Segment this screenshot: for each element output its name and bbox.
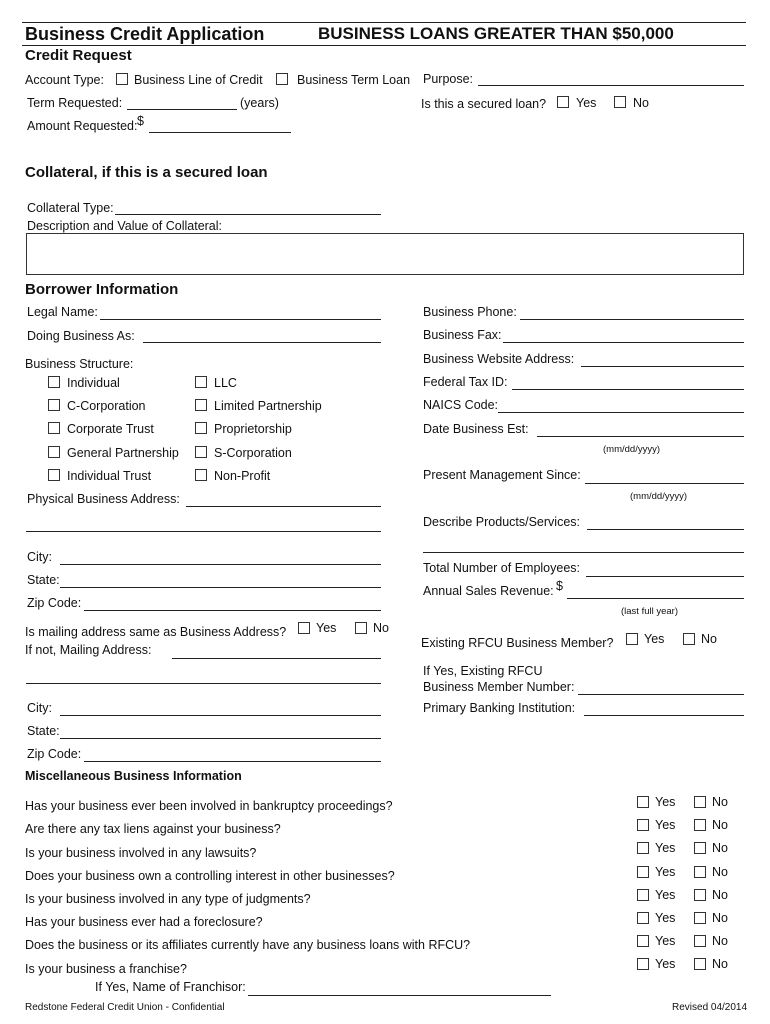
- structure-general-partnership-label: General Partnership: [67, 446, 179, 460]
- misc-question-4: Does your business own a controlling interest in other businesses?: [25, 869, 395, 883]
- existing-member-yes-checkbox[interactable]: [626, 633, 638, 645]
- existing-member-yes-label: Yes: [644, 632, 665, 646]
- date-est-label: Date Business Est:: [423, 422, 529, 436]
- top-rule: [22, 22, 746, 23]
- zip-label: Zip Code:: [27, 596, 82, 610]
- business-phone-field[interactable]: [520, 319, 744, 320]
- form-title: Business Credit Application: [25, 24, 265, 44]
- secured-loan-label: Is this a secured loan?: [421, 97, 547, 111]
- structure-proprietorship-checkbox[interactable]: [195, 422, 207, 434]
- structure-c-corp-checkbox[interactable]: [48, 399, 60, 411]
- footer-confidential: Redstone Federal Credit Union - Confidential: [25, 1002, 225, 1013]
- structure-individual-label: Individual: [67, 376, 120, 390]
- misc-1-no-label: No: [712, 795, 728, 809]
- mailing-address-label: If not, Mailing Address:: [25, 643, 152, 657]
- structure-individual-trust-checkbox[interactable]: [48, 469, 60, 481]
- mailing-same-no-label: No: [373, 621, 389, 635]
- misc-6-yes-label: Yes: [655, 911, 676, 925]
- dba-label: Doing Business As:: [27, 329, 135, 343]
- term-years-suffix: (years): [240, 96, 279, 110]
- form-subtitle: BUSINESS LOANS GREATER THAN $50,000: [318, 24, 674, 43]
- structure-proprietorship-label: Proprietorship: [214, 422, 292, 436]
- mailing-same-label: Is mailing address same as Business Address?: [25, 625, 287, 639]
- member-number-field[interactable]: [578, 694, 744, 695]
- misc-2-no-checkbox[interactable]: [694, 819, 706, 831]
- legal-name-label: Legal Name:: [27, 305, 98, 319]
- misc-question-6: Has your business ever had a foreclosure?: [25, 915, 263, 929]
- amount-requested-field[interactable]: [149, 132, 291, 133]
- structure-s-corp-checkbox[interactable]: [195, 446, 207, 458]
- misc-4-no-checkbox[interactable]: [694, 866, 706, 878]
- misc-4-yes-label: Yes: [655, 865, 676, 879]
- business-phone-label: Business Phone:: [423, 305, 517, 319]
- naics-field[interactable]: [498, 412, 744, 413]
- business-fax-label: Business Fax:: [423, 328, 502, 342]
- member-number-label-2: Business Member Number:: [423, 680, 575, 694]
- misc-5-yes-checkbox[interactable]: [637, 889, 649, 901]
- account-type-label: Account Type:: [25, 73, 104, 87]
- state-label: State:: [27, 573, 60, 587]
- collateral-heading: Collateral, if this is a secured loan: [25, 164, 268, 181]
- franchisor-field[interactable]: [248, 995, 551, 996]
- misc-8-yes-checkbox[interactable]: [637, 958, 649, 970]
- naics-label: NAICS Code:: [423, 398, 499, 412]
- legal-name-field[interactable]: [100, 319, 381, 320]
- existing-member-label: Existing RFCU Business Member?: [421, 636, 614, 650]
- mailing-city-label: City:: [27, 701, 52, 715]
- structure-corp-trust-label: Corporate Trust: [67, 422, 154, 436]
- products-line2[interactable]: [423, 552, 744, 553]
- website-field[interactable]: [581, 366, 744, 367]
- date-est-field[interactable]: [537, 436, 744, 437]
- sales-field[interactable]: [567, 598, 744, 599]
- sales-last-year: (last full year): [621, 606, 679, 617]
- mailing-same-yes-label: Yes: [316, 621, 337, 635]
- misc-question-5: Is your business involved in any type of judgments?: [25, 892, 311, 906]
- misc-question-2: Are there any tax liens against your business?: [25, 822, 281, 836]
- structure-llc-checkbox[interactable]: [195, 376, 207, 388]
- misc-8-no-label: No: [712, 957, 728, 971]
- mgmt-since-label: Present Management Since:: [423, 468, 581, 482]
- misc-6-no-checkbox[interactable]: [694, 912, 706, 924]
- mailing-address-field[interactable]: [172, 658, 381, 659]
- collateral-desc-box[interactable]: [26, 233, 744, 275]
- misc-2-yes-label: Yes: [655, 818, 676, 832]
- header-rule: [22, 45, 746, 46]
- employees-field[interactable]: [586, 576, 744, 577]
- misc-7-yes-checkbox[interactable]: [637, 935, 649, 947]
- credit-request-heading: Credit Request: [25, 47, 132, 64]
- misc-3-yes-label: Yes: [655, 841, 676, 855]
- misc-heading: Miscellaneous Business Information: [25, 769, 242, 783]
- mailing-address-line2[interactable]: [26, 683, 381, 684]
- purpose-label: Purpose:: [423, 72, 474, 86]
- secured-yes-checkbox[interactable]: [557, 96, 569, 108]
- structure-s-corp-label: S-Corporation: [214, 446, 292, 460]
- amount-requested-label: Amount Requested:: [27, 119, 138, 133]
- amount-dollar-sign: $: [137, 114, 144, 128]
- borrower-heading: Borrower Information: [25, 281, 179, 298]
- misc-8-no-checkbox[interactable]: [694, 958, 706, 970]
- structure-general-partnership-checkbox[interactable]: [48, 446, 60, 458]
- website-label: Business Website Address:: [423, 352, 575, 366]
- structure-limited-partnership-label: Limited Partnership: [214, 399, 322, 413]
- physical-address-line2[interactable]: [26, 531, 381, 532]
- existing-member-no-label: No: [701, 632, 717, 646]
- misc-2-no-label: No: [712, 818, 728, 832]
- misc-3-no-checkbox[interactable]: [694, 842, 706, 854]
- structure-individual-trust-label: Individual Trust: [67, 469, 152, 483]
- structure-llc-label: LLC: [214, 376, 237, 390]
- mailing-city-field[interactable]: [60, 715, 381, 716]
- existing-member-no-checkbox[interactable]: [683, 633, 695, 645]
- misc-7-yes-label: Yes: [655, 934, 676, 948]
- misc-5-yes-label: Yes: [655, 888, 676, 902]
- state-field[interactable]: [60, 587, 381, 588]
- tax-id-label: Federal Tax ID:: [423, 375, 508, 389]
- misc-1-yes-checkbox[interactable]: [637, 796, 649, 808]
- city-label: City:: [27, 550, 52, 564]
- misc-2-yes-checkbox[interactable]: [637, 819, 649, 831]
- structure-c-corp-label: C-Corporation: [67, 399, 146, 413]
- mailing-zip-label: Zip Code:: [27, 747, 82, 761]
- misc-7-no-label: No: [712, 934, 728, 948]
- line-of-credit-label: Business Line of Credit: [134, 73, 263, 87]
- structure-limited-partnership-checkbox[interactable]: [195, 399, 207, 411]
- secured-yes-label: Yes: [576, 96, 597, 110]
- misc-3-no-label: No: [712, 841, 728, 855]
- misc-6-no-label: No: [712, 911, 728, 925]
- misc-1-no-checkbox[interactable]: [694, 796, 706, 808]
- misc-6-yes-checkbox[interactable]: [637, 912, 649, 924]
- zip-field[interactable]: [84, 610, 381, 611]
- mgmt-since-format: (mm/dd/yyyy): [630, 491, 687, 502]
- structure-corp-trust-checkbox[interactable]: [48, 422, 60, 434]
- mailing-state-label: State:: [27, 724, 60, 738]
- member-number-label-1: If Yes, Existing RFCU: [423, 664, 543, 678]
- secured-no-label: No: [633, 96, 649, 110]
- collateral-type-label: Collateral Type:: [27, 201, 114, 215]
- date-est-format: (mm/dd/yyyy): [603, 444, 660, 455]
- mailing-same-yes-checkbox[interactable]: [298, 622, 310, 634]
- misc-4-yes-checkbox[interactable]: [637, 866, 649, 878]
- term-loan-label: Business Term Loan: [297, 73, 411, 87]
- secured-no-checkbox[interactable]: [614, 96, 626, 108]
- primary-bank-label: Primary Banking Institution:: [423, 701, 576, 715]
- footer-revised: Revised 04/2014: [672, 1002, 748, 1013]
- dba-field[interactable]: [143, 342, 381, 343]
- structure-individual-checkbox[interactable]: [48, 376, 60, 388]
- misc-5-no-checkbox[interactable]: [694, 889, 706, 901]
- mailing-state-field[interactable]: [60, 738, 381, 739]
- line-of-credit-checkbox[interactable]: [116, 73, 128, 85]
- business-fax-field[interactable]: [503, 342, 744, 343]
- primary-bank-field[interactable]: [584, 715, 744, 716]
- physical-address-label: Physical Business Address:: [27, 492, 180, 506]
- misc-question-1: Has your business ever been involved in bankruptcy proceedings?: [25, 799, 393, 813]
- misc-question-8: Is your business a franchise?: [25, 962, 187, 976]
- tax-id-field[interactable]: [512, 389, 744, 390]
- misc-5-no-label: No: [712, 888, 728, 902]
- mailing-zip-field[interactable]: [84, 761, 381, 762]
- collateral-type-field[interactable]: [115, 214, 381, 215]
- purpose-field[interactable]: [478, 85, 744, 86]
- mailing-same-no-checkbox[interactable]: [355, 622, 367, 634]
- misc-8-yes-label: Yes: [655, 957, 676, 971]
- term-requested-field[interactable]: [127, 109, 237, 110]
- term-loan-checkbox[interactable]: [276, 73, 288, 85]
- misc-7-no-checkbox[interactable]: [694, 935, 706, 947]
- business-structure-label: Business Structure:: [25, 357, 134, 371]
- structure-non-profit-checkbox[interactable]: [195, 469, 207, 481]
- misc-3-yes-checkbox[interactable]: [637, 842, 649, 854]
- products-field[interactable]: [587, 529, 744, 530]
- sales-dollar-sign: $: [556, 579, 563, 593]
- collateral-desc-label: Description and Value of Collateral:: [27, 219, 223, 233]
- misc-question-7: Does the business or its affiliates currently have any business loans with RFCU?: [25, 938, 471, 952]
- structure-non-profit-label: Non-Profit: [214, 469, 271, 483]
- physical-address-field[interactable]: [186, 506, 381, 507]
- products-label: Describe Products/Services:: [423, 515, 581, 529]
- city-field[interactable]: [60, 564, 381, 565]
- term-requested-label: Term Requested:: [27, 96, 123, 110]
- misc-1-yes-label: Yes: [655, 795, 676, 809]
- employees-label: Total Number of Employees:: [423, 561, 581, 575]
- misc-question-3: Is your business involved in any lawsuits?: [25, 846, 257, 860]
- sales-label: Annual Sales Revenue:: [423, 584, 554, 598]
- mgmt-since-field[interactable]: [585, 483, 744, 484]
- misc-4-no-label: No: [712, 865, 728, 879]
- franchisor-label: If Yes, Name of Franchisor:: [95, 980, 246, 994]
